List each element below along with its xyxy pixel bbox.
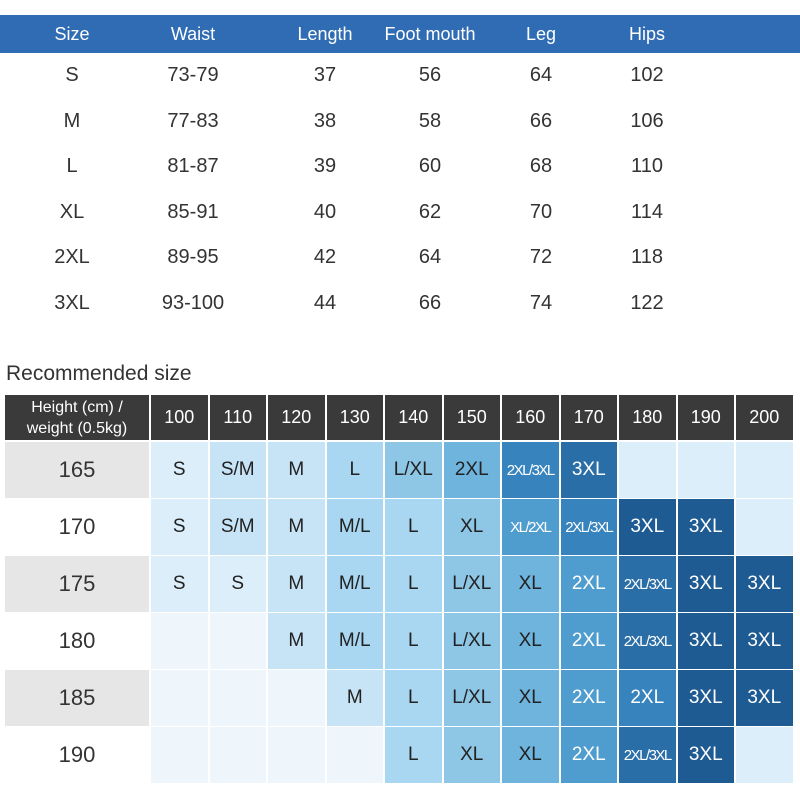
size-table-row (0, 281, 800, 327)
size-recommendation-cell: XL (502, 670, 559, 726)
size-recommendation-cell: M (268, 442, 325, 498)
size-table-cell: 68 (529, 155, 553, 178)
size-recommendation-cell: M (268, 499, 325, 555)
size-table-cell: XL (59, 200, 85, 223)
size-recommendation-cell: XL (502, 556, 559, 612)
size-table-cell: 40 (313, 200, 337, 223)
size-recommendation-cell: XL/2XL (502, 499, 559, 555)
size-recommendation-cell: L (327, 442, 384, 498)
size-table-cell: 58 (418, 109, 442, 132)
size-recommendation-cell: M (327, 670, 384, 726)
size-recommendation-cell: 3XL (736, 556, 793, 612)
size-recommendation-cell: 3XL (619, 499, 676, 555)
size-recommendation-cell (210, 670, 267, 726)
weight-header-cell: 160 (502, 395, 559, 440)
size-table-row (0, 235, 800, 281)
size-table-cell: 102 (630, 64, 664, 87)
size-table-row (0, 53, 800, 99)
size-table-cell: 114 (631, 200, 663, 223)
size-header-cell: Size (54, 23, 90, 44)
size-recommendation-cell (736, 442, 793, 498)
size-table-cell: 72 (529, 246, 553, 269)
size-table-body (0, 53, 800, 326)
size-table-cell: 64 (529, 64, 553, 87)
size-table-cell: M (63, 109, 81, 132)
size-recommendation-cell (736, 727, 793, 783)
size-header-cell: Hips (628, 23, 666, 44)
size-recommendation-cell: L (385, 499, 442, 555)
height-label-cell: 165 (5, 442, 149, 498)
size-recommendation-cell (151, 727, 208, 783)
size-recommendation-cell: 2XL (561, 670, 618, 726)
size-recommendation-cell (678, 442, 735, 498)
size-recommendation-cell: S/M (210, 499, 267, 555)
height-label-cell: 170 (5, 499, 149, 555)
size-table-cell: 73-79 (167, 64, 219, 87)
weight-header-cell: 190 (678, 395, 735, 440)
size-table-cell: 66 (418, 291, 442, 314)
size-recommendation-cell: S (210, 556, 267, 612)
size-recommendation-cell: L/XL (444, 613, 501, 669)
size-recommendation-cell: 2XL/3XL (502, 442, 559, 498)
size-recommendation-cell: XL (502, 727, 559, 783)
weight-header-cell: 140 (385, 395, 442, 440)
size-recommendation-cell: 2XL (561, 727, 618, 783)
size-recommendation-cell: 3XL (678, 670, 735, 726)
size-recommendation-cell: M (268, 556, 325, 612)
size-recommendation-cell: 3XL (736, 613, 793, 669)
size-table-cell: 110 (631, 155, 663, 178)
weight-header-cell: 100 (151, 395, 208, 440)
size-table-row (0, 190, 800, 236)
size-recommendation-cell: L/XL (444, 670, 501, 726)
size-recommendation-cell: 2XL (561, 613, 618, 669)
size-table-row (0, 99, 800, 145)
weight-header-cell: 170 (561, 395, 618, 440)
size-table-cell: 93-100 (161, 291, 225, 314)
size-recommendation-cell (736, 499, 793, 555)
size-table-cell: 66 (529, 109, 553, 132)
corner-line-1: Height (cm) / (31, 398, 123, 416)
size-recommendation-cell: L (385, 727, 442, 783)
size-recommendation-cell: S (151, 556, 208, 612)
size-recommendation-cell: S/M (210, 442, 267, 498)
size-recommendation-cell (210, 613, 267, 669)
size-recommendation-cell: 3XL (678, 727, 735, 783)
size-table-cell: S (65, 64, 79, 87)
size-header-cell: Waist (170, 23, 216, 44)
size-table-cell: 81-87 (167, 155, 219, 178)
size-recommendation-cell: M (268, 613, 325, 669)
size-table-cell: 2XL (54, 246, 90, 269)
size-recommendation-cell (151, 670, 208, 726)
size-recommendation-cell: 3XL (678, 556, 735, 612)
size-recommendation-cell (619, 442, 676, 498)
size-table-cell: 85-91 (167, 200, 219, 223)
height-label-cell: 190 (5, 727, 149, 783)
size-header-cell: Leg (525, 23, 557, 44)
weight-header-cell: 120 (268, 395, 325, 440)
size-recommendation-cell: 2XL (561, 556, 618, 612)
size-recommendation-cell: S (151, 442, 208, 498)
size-recommendation-cell: 2XL/3XL (561, 499, 618, 555)
size-table-cell: 118 (631, 246, 663, 269)
size-table-cell: 3XL (54, 291, 90, 314)
size-table-cell: 42 (313, 246, 337, 269)
size-recommendation-cell (268, 727, 325, 783)
corner-line-2: weight (0.5kg) (26, 419, 128, 437)
size-recommendation-cell: M/L (327, 613, 384, 669)
size-recommendation-cell: S (151, 499, 208, 555)
size-table-cell: 89-95 (167, 246, 219, 269)
size-table (0, 15, 800, 326)
size-recommendation-cell: XL (502, 613, 559, 669)
size-table-cell: 122 (630, 291, 664, 314)
size-recommendation-cell: XL (444, 727, 501, 783)
size-recommendation-cell: 3XL (561, 442, 618, 498)
height-label-cell: 185 (5, 670, 149, 726)
size-table-cell: 106 (630, 109, 664, 132)
size-table-cell: 37 (313, 64, 337, 87)
weight-header-cell: 180 (619, 395, 676, 440)
size-table-cell: 70 (529, 200, 553, 223)
size-recommendation-cell: M/L (327, 499, 384, 555)
size-recommendation-cell: L (385, 670, 442, 726)
grid-corner-header (5, 395, 149, 440)
size-table-header (0, 15, 800, 53)
size-table-cell: L (66, 155, 78, 178)
size-table-cell: 74 (529, 291, 553, 314)
size-recommendation-cell: 2XL (444, 442, 501, 498)
size-table-cell: 60 (418, 155, 442, 178)
size-recommendation-cell (151, 613, 208, 669)
size-table-cell: 44 (313, 291, 337, 314)
weight-header-cell: 110 (210, 395, 267, 440)
size-recommendation-cell: 3XL (678, 613, 735, 669)
size-table-row (0, 144, 800, 190)
size-recommendation-cell: 2XL (619, 670, 676, 726)
size-recommendation-cell: L/XL (444, 556, 501, 612)
size-recommendation-cell: L (385, 613, 442, 669)
size-table-cell: 38 (313, 109, 337, 132)
size-recommendation-cell: XL (444, 499, 501, 555)
size-recommendation-cell: 2XL/3XL (619, 727, 676, 783)
weight-header-cell: 200 (736, 395, 793, 440)
size-header-cell: Foot mouth (384, 23, 476, 44)
size-table-cell: 39 (313, 155, 337, 178)
recommended-size-title: Recommended size (6, 362, 192, 385)
size-recommendation-cell: 3XL (736, 670, 793, 726)
size-table-cell: 56 (418, 64, 442, 87)
size-recommendation-cell (327, 727, 384, 783)
size-recommendation-cell: 3XL (678, 499, 735, 555)
size-recommendation-cell: M/L (327, 556, 384, 612)
size-recommendation-cell: 2XL/3XL (619, 613, 676, 669)
size-table-cell: 62 (418, 200, 442, 223)
size-table-cell: 77-83 (167, 109, 219, 132)
size-recommendation-cell: L/XL (385, 442, 442, 498)
weight-header-cell: 130 (327, 395, 384, 440)
size-header-cell: Length (297, 23, 353, 44)
size-recommendation-cell: 2XL/3XL (619, 556, 676, 612)
recommended-size-grid (5, 395, 800, 790)
height-label-cell: 175 (5, 556, 149, 612)
weight-header-cell: 150 (444, 395, 501, 440)
size-recommendation-cell (268, 670, 325, 726)
size-recommendation-cell: L (385, 556, 442, 612)
height-label-cell: 180 (5, 613, 149, 669)
size-recommendation-cell (210, 727, 267, 783)
size-table-cell: 64 (418, 246, 442, 269)
